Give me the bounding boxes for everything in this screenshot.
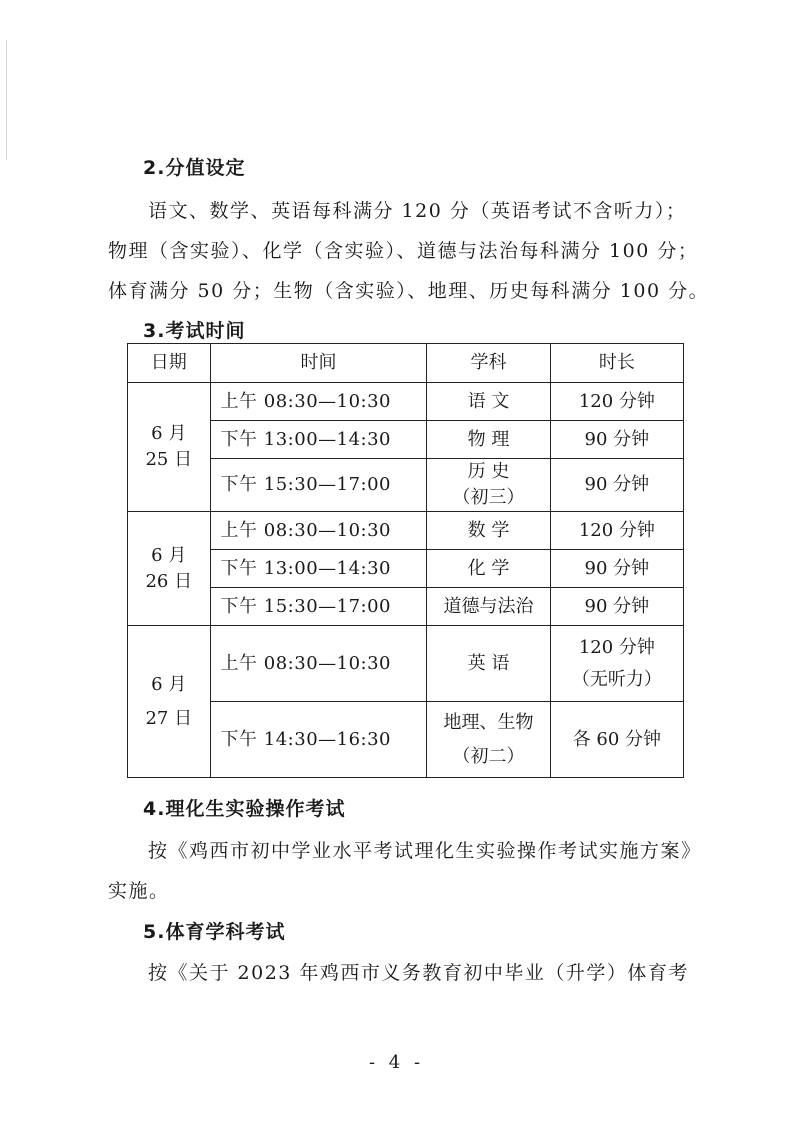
date-day: 25 日 bbox=[145, 449, 193, 470]
date-cell bbox=[128, 512, 211, 626]
section-5-line-1: 按《关于 2023 年鸡西市义务教育初中毕业（升学）体育考 bbox=[148, 962, 689, 984]
subject-note: （初二） bbox=[452, 745, 525, 767]
section-4-line-1: 按《鸡西市初中学业水平考试理化生实验操作考试实施方案》 bbox=[148, 840, 702, 862]
table-row bbox=[128, 459, 684, 512]
duration-note: （无听力） bbox=[571, 668, 662, 690]
duration-cell: 90 分钟 bbox=[550, 550, 683, 588]
subject-cell bbox=[427, 702, 550, 778]
duration-cell: 各 60 分钟 bbox=[550, 702, 683, 778]
duration-cell: 120 分钟 bbox=[550, 512, 683, 550]
date-cell bbox=[128, 383, 211, 512]
subject-cell: 数 学 bbox=[427, 512, 550, 550]
table-row bbox=[128, 588, 684, 626]
date-day: 27 日 bbox=[145, 707, 193, 729]
header-duration: 时长 bbox=[550, 344, 683, 383]
header-time: 时间 bbox=[210, 344, 427, 383]
table-header-row bbox=[128, 344, 684, 383]
section-4-line-2: 实施。 bbox=[108, 880, 170, 902]
duration-cell: 120 分钟 bbox=[550, 383, 683, 421]
table-row bbox=[128, 702, 684, 778]
duration-line: 120 分钟 bbox=[578, 636, 655, 658]
section-5-heading: 5.体育学科考试 bbox=[143, 921, 286, 943]
subject-note: （初三） bbox=[452, 487, 525, 508]
subject-cell: 语 文 bbox=[427, 383, 550, 421]
time-cell: 下午 13:00—14:30 bbox=[210, 550, 427, 588]
subject-line: 地理、生物 bbox=[443, 711, 534, 733]
time-cell: 下午 14:30—16:30 bbox=[210, 702, 427, 778]
header-date: 日期 bbox=[128, 344, 211, 383]
section-2-line-2: 物理（含实验）、化学（含实验）、道德与法治每科满分 100 分； bbox=[108, 240, 699, 262]
subject-cell: 英 语 bbox=[427, 626, 550, 702]
subject-cell: 物 理 bbox=[427, 421, 550, 459]
table-row bbox=[128, 512, 684, 550]
date-month: 6 月 bbox=[151, 544, 187, 566]
time-cell: 下午 13:00—14:30 bbox=[210, 421, 427, 459]
section-3-heading: 3.考试时间 bbox=[143, 320, 246, 342]
section-2-line-1: 语文、数学、英语每科满分 120 分（英语考试不含听力）； bbox=[148, 200, 687, 222]
binding-mark bbox=[6, 40, 7, 160]
subject-cell: 道德与法治 bbox=[427, 588, 550, 626]
section-2-heading: 2.分值设定 bbox=[143, 157, 246, 179]
time-cell: 上午 08:30—10:30 bbox=[210, 512, 427, 550]
table-row bbox=[128, 626, 684, 702]
date-cell bbox=[128, 626, 211, 778]
table-row bbox=[128, 550, 684, 588]
subject-line: 历 史 bbox=[467, 461, 510, 482]
subject-cell: 化 学 bbox=[427, 550, 550, 588]
section-4-heading: 4.理化生实验操作考试 bbox=[143, 798, 346, 820]
date-month: 6 月 bbox=[151, 423, 187, 444]
subject-cell bbox=[427, 459, 550, 512]
time-cell: 下午 15:30—17:00 bbox=[210, 588, 427, 626]
exam-schedule-table bbox=[127, 343, 684, 778]
table-row bbox=[128, 383, 684, 421]
duration-cell: 90 分钟 bbox=[550, 588, 683, 626]
time-cell: 上午 08:30—10:30 bbox=[210, 383, 427, 421]
duration-cell: 90 分钟 bbox=[550, 421, 683, 459]
date-day: 26 日 bbox=[145, 570, 193, 592]
header-subject: 学科 bbox=[427, 344, 550, 383]
time-cell: 下午 15:30—17:00 bbox=[210, 459, 427, 512]
page-number: - 4 - bbox=[368, 1052, 425, 1073]
duration-cell bbox=[550, 626, 683, 702]
time-cell: 上午 08:30—10:30 bbox=[210, 626, 427, 702]
date-month: 6 月 bbox=[151, 673, 187, 695]
duration-cell: 90 分钟 bbox=[550, 459, 683, 512]
section-2-line-3: 体育满分 50 分；生物（含实验）、地理、历史每科满分 100 分。 bbox=[108, 280, 710, 302]
table-row bbox=[128, 421, 684, 459]
